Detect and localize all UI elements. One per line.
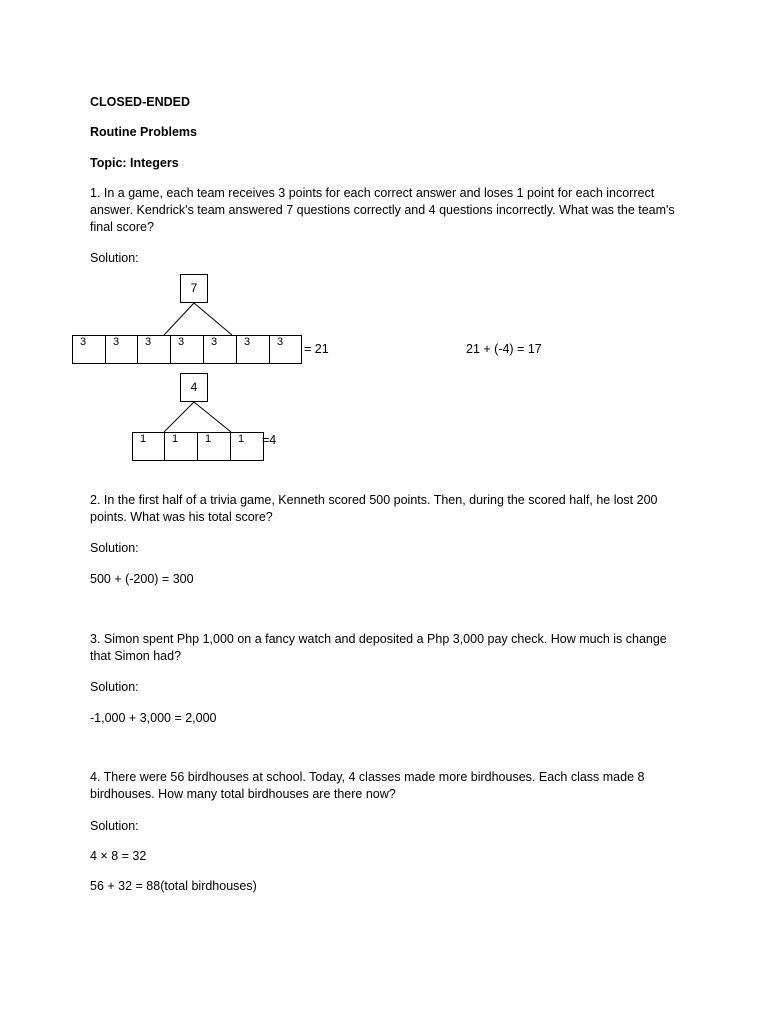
points-cell: 3 [105,335,137,364]
problem-4-equation-1: 4 × 8 = 32 [90,849,147,863]
problem-3-solution-label: Solution: [90,680,139,694]
problem-2-question: 2. In the first half of a trivia game, Kenneth scored 500 points. Then, during the scored half, he lost 200 points. What was his total score? [90,493,658,524]
points-cell: 3 [170,335,203,364]
problem-1-question: 1. In a game, each team receives 3 points for each correct answer and loses 1 point for each incorrect answer. Kendrick's team answered 7 questions correctly and 4 questions incorrectly. What was the team's final score? [90,186,675,234]
points-cell: 3 [236,335,269,364]
correct-count-box: 7 [180,274,208,303]
problem-1-solution-label: Solution: [90,251,139,265]
problem-4-solution-label: Solution: [90,819,139,833]
incorrect-count-box: 4 [180,373,208,402]
points-cell: 3 [137,335,170,364]
problem-3-question: 3. Simon spent Php 1,000 on a fancy watch and deposited a Php 3,000 pay check. How much is change that Simon had? [90,632,667,663]
points-cell: 3 [203,335,236,364]
problem-2-equation: 500 + (-200) = 300 [90,572,194,586]
penalty-cell: 1 [132,432,164,461]
penalty-bar-result: =4 [262,433,277,447]
problem-4-equation-2: 56 + 32 = 88(total birdhouses) [90,879,257,893]
problem-2-solution-label: Solution: [90,541,139,555]
doc-title: CLOSED-ENDED [90,95,191,109]
problem-3-equation: -1,000 + 3,000 = 2,000 [90,711,217,725]
penalty-cell: 1 [164,432,197,461]
points-cell: 3 [269,335,302,364]
problem-1-final-equation: 21 + (-4) = 17 [466,342,542,356]
doc-subtitle: Routine Problems [90,125,197,139]
points-cell: 3 [72,335,105,364]
points-bar-row [72,335,302,364]
points-bar-result: = 21 [304,342,329,356]
penalty-cell: 1 [230,432,264,461]
penalty-bar-row [132,432,264,461]
problem-4-question: 4. There were 56 birdhouses at school. Today, 4 classes made more birdhouses. Each class made 8 birdhouses. How many total birdhouses are there now? [90,770,645,801]
doc-topic: Topic: Integers [90,156,179,170]
penalty-cell: 1 [197,432,230,461]
